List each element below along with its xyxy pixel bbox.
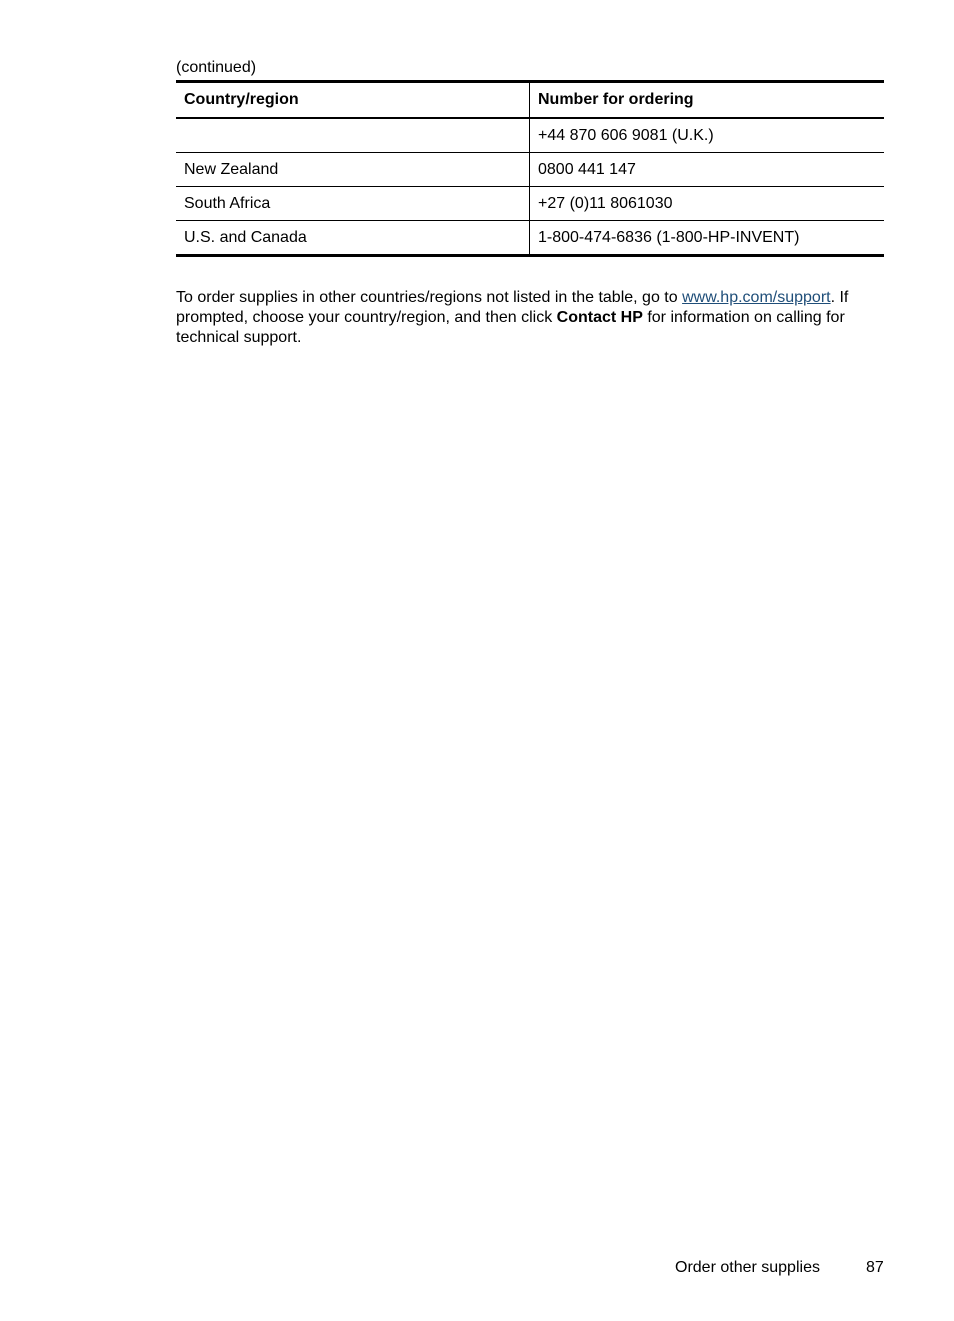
column-header-country: Country/region <box>176 82 530 119</box>
table-row <box>176 221 884 256</box>
hp-support-link[interactable]: www.hp.com/support <box>682 289 831 306</box>
paragraph-text-start: To order supplies in other countries/regions not listed in the table, go to <box>176 289 683 306</box>
order-instructions-paragraph <box>176 288 884 348</box>
table-header-row <box>176 82 884 119</box>
column-header-number: Number for ordering <box>530 82 885 119</box>
paragraph-text-middle: . If prompted, choose your country/region, and then click <box>176 289 849 326</box>
table-row <box>176 118 884 153</box>
table-row <box>176 153 884 187</box>
paragraph-text-end: for information on calling for technical support. <box>176 309 845 346</box>
footer-page-number: 87 <box>866 1259 884 1276</box>
contact-hp-label: Contact HP <box>556 309 643 326</box>
footer-section-title: Order other supplies <box>675 1259 820 1276</box>
country-cell: U.S. and Canada <box>176 221 530 256</box>
number-cell: +44 870 606 9081 (U.K.) <box>538 126 714 144</box>
number-cell: +27 (0)11 8061030 <box>530 187 885 221</box>
continued-label: (continued) <box>176 59 257 76</box>
country-cell: South Africa <box>176 187 530 221</box>
ordering-numbers-table <box>176 80 884 257</box>
table-row <box>176 187 884 221</box>
country-cell: New Zealand <box>176 153 530 187</box>
country-cell <box>176 118 530 153</box>
number-cell: 1-800-474-6836 (1-800-HP-INVENT) <box>530 221 885 256</box>
number-cell: 0800 441 147 <box>530 153 885 187</box>
